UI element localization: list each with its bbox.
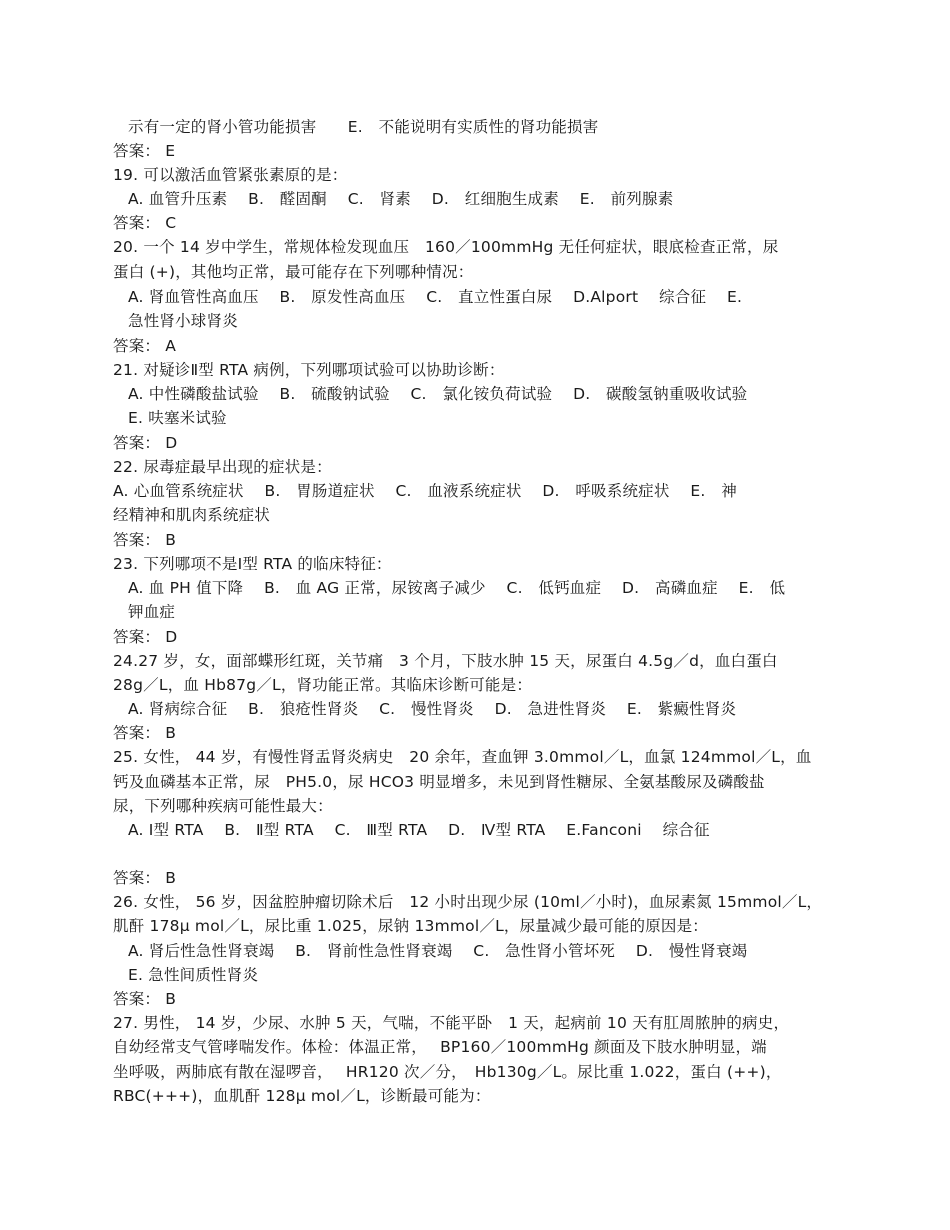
question-line: 蛋白 (+)，其他均正常，最可能存在下列哪种情况： bbox=[113, 263, 474, 281]
options-line: A. 肾血管性高血压 B. 原发性高血压 C. 直立性蛋白尿 D.Alport 综合征 E. bbox=[128, 288, 743, 306]
answer-line: 答案： E bbox=[113, 142, 176, 160]
question-line: 自幼经常支气管哮喘发作。体检：体温正常， BP160／100mmHg 颜面及下肢水肿明显，端 bbox=[113, 1038, 767, 1056]
options-line: A. 血 PH 值下降 B. 血 AG 正常，尿铵离子减少 C. 低钙血症 D. 高磷血症 E. 低 bbox=[128, 579, 786, 597]
options-line: A. 肾病综合征 B. 狼疮性肾炎 C. 慢性肾炎 D. 急进性肾炎 E. 紫癜性肾炎 bbox=[128, 700, 737, 718]
answer-line: 答案： B bbox=[113, 869, 177, 887]
options-line: A. 肾后性急性肾衰竭 B. 肾前性急性肾衰竭 C. 急性肾小管坏死 D. 慢性肾衰竭 bbox=[128, 942, 748, 960]
question-line: 20. 一个 14 岁中学生，常规体检发现血压 160／100mmHg 无任何症状，眼底检查正常，尿 bbox=[113, 238, 779, 256]
options-line: 急性肾小球肾炎 bbox=[128, 312, 238, 330]
options-line: A. 心血管系统症状 B. 胃肠道症状 C. 血液系统症状 D. 呼吸系统症状 E. 神 bbox=[113, 482, 737, 500]
options-line: E. 呋塞米试验 bbox=[128, 409, 227, 427]
question-line: 25. 女性， 44 岁，有慢性肾盂肾炎病史 20 余年，查血钾 3.0mmol／L，血氯 124mmol／L，血 bbox=[113, 748, 812, 766]
text-line: 示有一定的肾小管功能损害 E. 不能说明有实质性的肾功能损害 bbox=[128, 118, 599, 136]
answer-line: 答案： B bbox=[113, 724, 177, 742]
options-line: A. 血管升压素 B. 醛固酮 C. 肾素 D. 红细胞生成素 E. 前列腺素 bbox=[128, 190, 674, 208]
question-line: 19. 可以激活血管紧张素原的是： bbox=[113, 166, 348, 184]
question-line: 24.27 岁，女，面部蝶形红斑，关节痛 3 个月，下肢水肿 15 天，尿蛋白 4.5g／d，血白蛋白 bbox=[113, 652, 778, 670]
question-line: 尿，下列哪种疾病可能性最大： bbox=[113, 797, 333, 815]
options-line: E. 急性间质性肾炎 bbox=[128, 966, 259, 984]
question-line: RBC(+++)，血肌酐 128μ mol／L，诊断最可能为： bbox=[113, 1087, 491, 1105]
question-line: 26. 女性， 56 岁，因盆腔肿瘤切除术后 12 小时出现少尿 (10ml／小时)，血尿素氮 15mmol／L， bbox=[113, 893, 823, 911]
answer-line: 答案： D bbox=[113, 628, 178, 646]
options-line: 经精神和肌肉系统症状 bbox=[113, 506, 271, 524]
question-line: 23. 下列哪项不是Ⅰ型 RTA 的临床特征： bbox=[113, 555, 392, 573]
question-line: 肌酐 178μ mol／L，尿比重 1.025，尿钠 13mmol／L，尿量减少最可能的原因是： bbox=[113, 917, 708, 935]
question-line: 21. 对疑诊Ⅱ型 RTA 病例，下列哪项试验可以协助诊断： bbox=[113, 361, 505, 379]
answer-line: 答案： B bbox=[113, 990, 177, 1008]
question-line: 27. 男性， 14 岁，少尿、水肿 5 天，气喘，不能平卧 1 天，起病前 10 天有肛周脓肿的病史， bbox=[113, 1014, 790, 1032]
answer-line: 答案： C bbox=[113, 214, 177, 232]
question-line: 28g／L，血 Hb87g／L，肾功能正常。其临床诊断可能是： bbox=[113, 676, 533, 694]
options-line: A. 中性磷酸盐试验 B. 硫酸钠试验 C. 氯化铵负荷试验 D. 碳酸氢钠重吸收试验 bbox=[128, 385, 748, 403]
answer-line: 答案： A bbox=[113, 337, 177, 355]
answer-line: 答案： B bbox=[113, 531, 177, 549]
options-line: A. Ⅰ型 RTA B. Ⅱ型 RTA C. Ⅲ型 RTA D. Ⅳ型 RTA E.Fanconi 综合征 bbox=[128, 821, 710, 839]
question-line: 钙及血磷基本正常，尿 PH5.0，尿 HCO3 明显增多，未见到肾性糖尿、全氨基酸尿及磷酸盐 bbox=[113, 773, 765, 791]
options-line: 钾血症 bbox=[128, 603, 176, 621]
question-line: 坐呼吸，两肺底有散在湿啰音， HR120 次／分， Hb130g／L。尿比重 1.022，蛋白 (++)， bbox=[113, 1063, 782, 1081]
answer-line: 答案： D bbox=[113, 434, 178, 452]
question-line: 22. 尿毒症最早出现的症状是： bbox=[113, 458, 332, 476]
